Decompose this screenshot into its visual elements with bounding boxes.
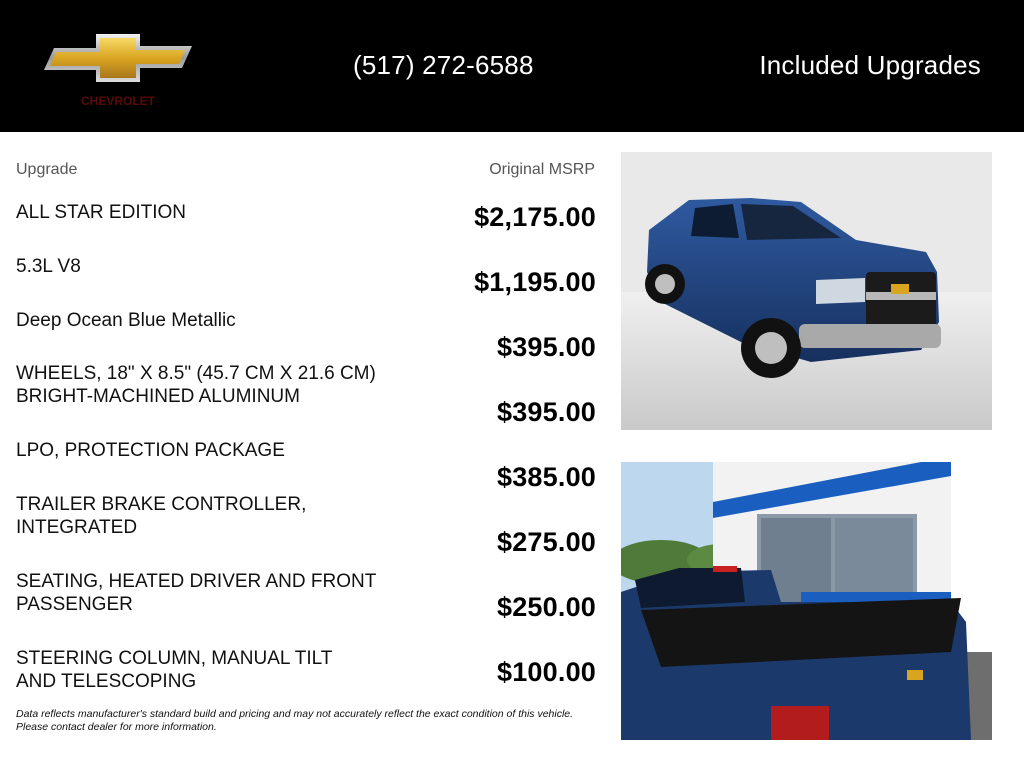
upgrade-price: $2,175.00 xyxy=(474,202,596,232)
upgrade-name: TRAILER BRAKE CONTROLLER, INTEGRATED xyxy=(16,494,307,538)
upgrade-name: Deep Ocean Blue Metallic xyxy=(16,310,236,331)
upgrade-price: $395.00 xyxy=(497,397,596,427)
upgrade-name: LPO, PROTECTION PACKAGE xyxy=(16,440,285,461)
upgrade-price: $275.00 xyxy=(497,527,596,557)
upgrade-price: $395.00 xyxy=(497,332,596,362)
upgrade-name: STEERING COLUMN, MANUAL TILT AND TELESCOPING xyxy=(16,648,333,692)
dealer-phone[interactable]: (517) 272-6588 xyxy=(353,50,534,80)
upgrade-price: $250.00 xyxy=(497,592,596,622)
page-header xyxy=(0,0,1024,132)
page-title: Included Upgrades xyxy=(759,50,981,80)
truck-bed-photo xyxy=(621,462,992,740)
disclaimer-text: Data reflects manufacturer's standard build and pricing and may not accurately reflect the exact condition of this vehicle. Please contact dealer for more information. xyxy=(16,708,574,733)
upgrade-price: $1,195.00 xyxy=(474,267,596,297)
column-header-msrp: Original MSRP xyxy=(489,161,595,178)
chevrolet-logo xyxy=(44,34,192,114)
upgrade-name: WHEELS, 18" X 8.5" (45.7 CM X 21.6 CM) BRIGHT-MACHINED ALUMINUM xyxy=(16,363,376,407)
upgrade-price: $385.00 xyxy=(497,462,596,492)
upgrade-name: 5.3L V8 xyxy=(16,256,81,277)
svg-text:CHEVROLET: CHEVROLET xyxy=(80,94,156,108)
truck-front-photo xyxy=(621,152,992,430)
upgrade-price: $100.00 xyxy=(497,657,596,687)
upgrade-name: ALL STAR EDITION xyxy=(16,202,186,223)
column-header-upgrade: Upgrade xyxy=(16,161,78,178)
upgrade-name: SEATING, HEATED DRIVER AND FRONT PASSENGER xyxy=(16,571,376,615)
